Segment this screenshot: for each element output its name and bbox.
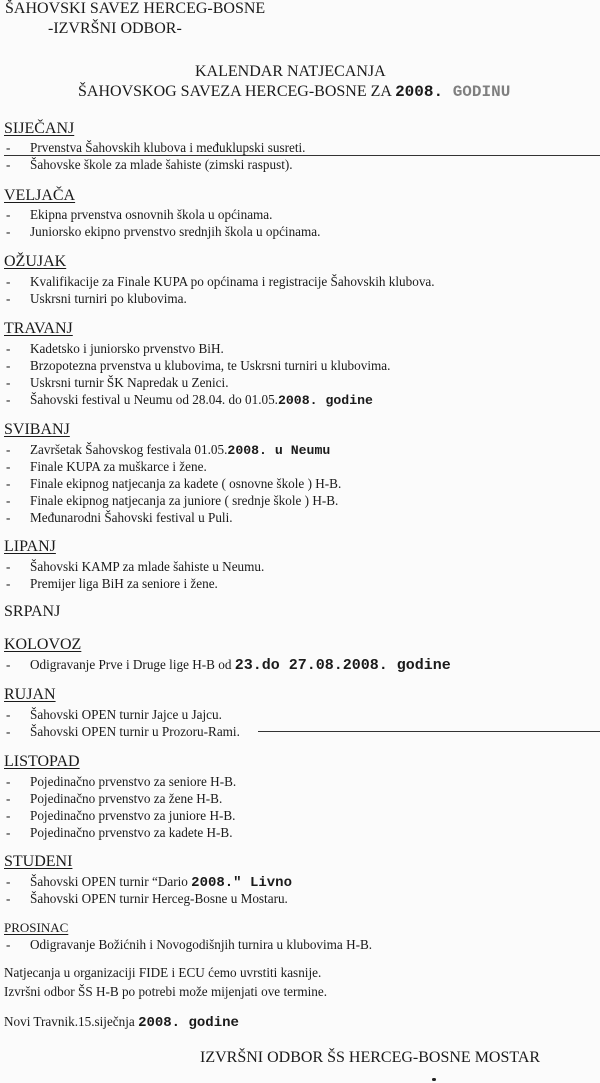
list-item: - Šahovski festival u Neumu od 28.04. do 01.05.2008. godine: [6, 392, 373, 408]
list-item: - Brzopotezna prvenstva u klubovima, te Uskrsni turniri u klubovima.: [6, 358, 391, 373]
list-item: - Šahovski KAMP za mlade šahiste u Neumu.: [6, 559, 265, 574]
list-item: - Uskrsni turniri po klubovima.: [6, 291, 187, 306]
list-item: - Finale ekipnog natjecanja za juniore ( srednje škole ) H-B.: [6, 493, 339, 508]
list-item: - Pojedinačno prvenstvo za juniore H-B.: [6, 808, 236, 823]
subtitle-text: ŠAHOVSKOG SAVEZA HERCEG-BOSNE ZA: [78, 83, 396, 100]
list-item: - Finale ekipnog natjecanja za kadete ( osnovne škole ) H-B.: [6, 476, 342, 491]
month-heading-travanj: TRAVANJ: [4, 320, 73, 337]
signature-block: IZVRŠNI ODBOR ŠS HERCEG-BOSNE MOSTAR: [200, 1049, 541, 1066]
place-and-date: Novi Travnik.15.siječnja 2008. godine: [4, 1014, 239, 1031]
note-schedule-changes: Izvršni odbor ŠS H-B po potrebi može mijenjati ove termine.: [4, 984, 328, 999]
month-heading-svibanj: SVIBANJ: [4, 421, 70, 438]
ruled-line: [258, 731, 600, 732]
month-list-travanj: [6, 340, 390, 408]
month-list-veljaca: [6, 206, 320, 240]
month-list-kolovoz: [6, 656, 451, 673]
document-title: KALENDAR NATJECANJA: [195, 63, 386, 80]
list-item: - Odigravanje Božićnih i Novogodišnjih turnira u klubovima H-B.: [6, 937, 373, 952]
month-list-lipanj: [6, 558, 264, 592]
list-item: - Kadetsko i juniorsko prvenstvo BiH.: [6, 341, 224, 356]
month-heading-rujan: RUJAN: [4, 686, 56, 703]
month-heading-ozujak: OŽUJAK: [4, 253, 67, 270]
list-item: - Šahovske škole za mlade šahiste (zimski raspust).: [6, 157, 293, 172]
month-heading-veljaca: VELJAČA: [4, 187, 76, 204]
list-item: - Pojedinačno prvenstvo za seniore H-B.: [6, 774, 237, 789]
month-heading-prosinac: PROSINAC: [4, 920, 69, 935]
organization-subtitle: -IZVRŠNI ODBOR-: [48, 20, 182, 37]
list-item: - Ekipna prvenstva osnovnih škola u općinama.: [6, 207, 273, 222]
month-list-ozujak: [6, 273, 435, 307]
month-heading-studeni: STUDENI: [4, 853, 73, 870]
month-list-prosinac: [6, 936, 372, 953]
organization-name: ŠAHOVSKI SAVEZ HERCEG-BOSNE: [5, 0, 266, 17]
list-item: - Finale KUPA za muškarce i žene.: [6, 459, 207, 474]
month-heading-kolovoz: KOLOVOZ: [4, 636, 82, 653]
ruled-line: [4, 155, 600, 156]
list-item: - Međunarodni Šahovski festival u Puli.: [6, 510, 233, 525]
month-heading-lipanj: LIPANJ: [4, 538, 56, 555]
list-item: - Pojedinačno prvenstvo za kadete H-B.: [6, 825, 233, 840]
list-item: - Šahovski OPEN turnir Jajce u Jajcu.: [6, 707, 222, 722]
list-item: - Odigravanje Prve i Druge lige H-B od 23.do 27.08.2008. godine: [6, 657, 451, 674]
list-item: - Prvenstva Šahovskih klubova i međuklupski susreti.: [6, 140, 306, 155]
month-list-svibanj: [6, 441, 341, 526]
subtitle-tail: GODINU: [443, 83, 511, 101]
month-heading-srpanj: SRPANJ: [4, 603, 61, 620]
subtitle-year: 2008.: [395, 83, 444, 101]
ink-mark: [432, 1078, 436, 1081]
month-heading-sijecanj: SIJEČANJ: [4, 120, 75, 137]
list-item: - Premijer liga BiH za seniore i žene.: [6, 576, 218, 591]
list-item: - Šahovski OPEN turnir u Prozoru-Rami.: [6, 724, 240, 739]
list-item: - Juniorsko ekipno prvenstvo srednjih škola u općinama.: [6, 224, 321, 239]
document-subtitle: [78, 83, 510, 101]
month-list-sijecanj: [6, 139, 305, 173]
list-item: - Uskrsni turnir ŠK Napredak u Zenici.: [6, 375, 229, 390]
month-list-listopad: [6, 773, 236, 841]
list-item: - Kvalifikacije za Finale KUPA po općinama i registracije Šahovskih klubova.: [6, 274, 435, 289]
month-heading-listopad: LISTOPAD: [4, 753, 80, 770]
list-item: - Završetak Šahovskog festivala 01.05.2008. u Neumu: [6, 442, 331, 458]
list-item: - Šahovski OPEN turnir Herceg-Bosne u Mostaru.: [6, 891, 288, 906]
list-item: - Šahovski OPEN turnir “Dario 2008." Livno: [6, 874, 292, 891]
list-item: - Pojedinačno prvenstvo za žene H-B.: [6, 791, 223, 806]
note-fide-ecu: Natjecanja u organizaciji FIDE i ECU ćemo uvrstiti kasnije.: [4, 965, 322, 980]
month-list-studeni: [6, 873, 292, 907]
month-list-rujan: [6, 706, 240, 740]
